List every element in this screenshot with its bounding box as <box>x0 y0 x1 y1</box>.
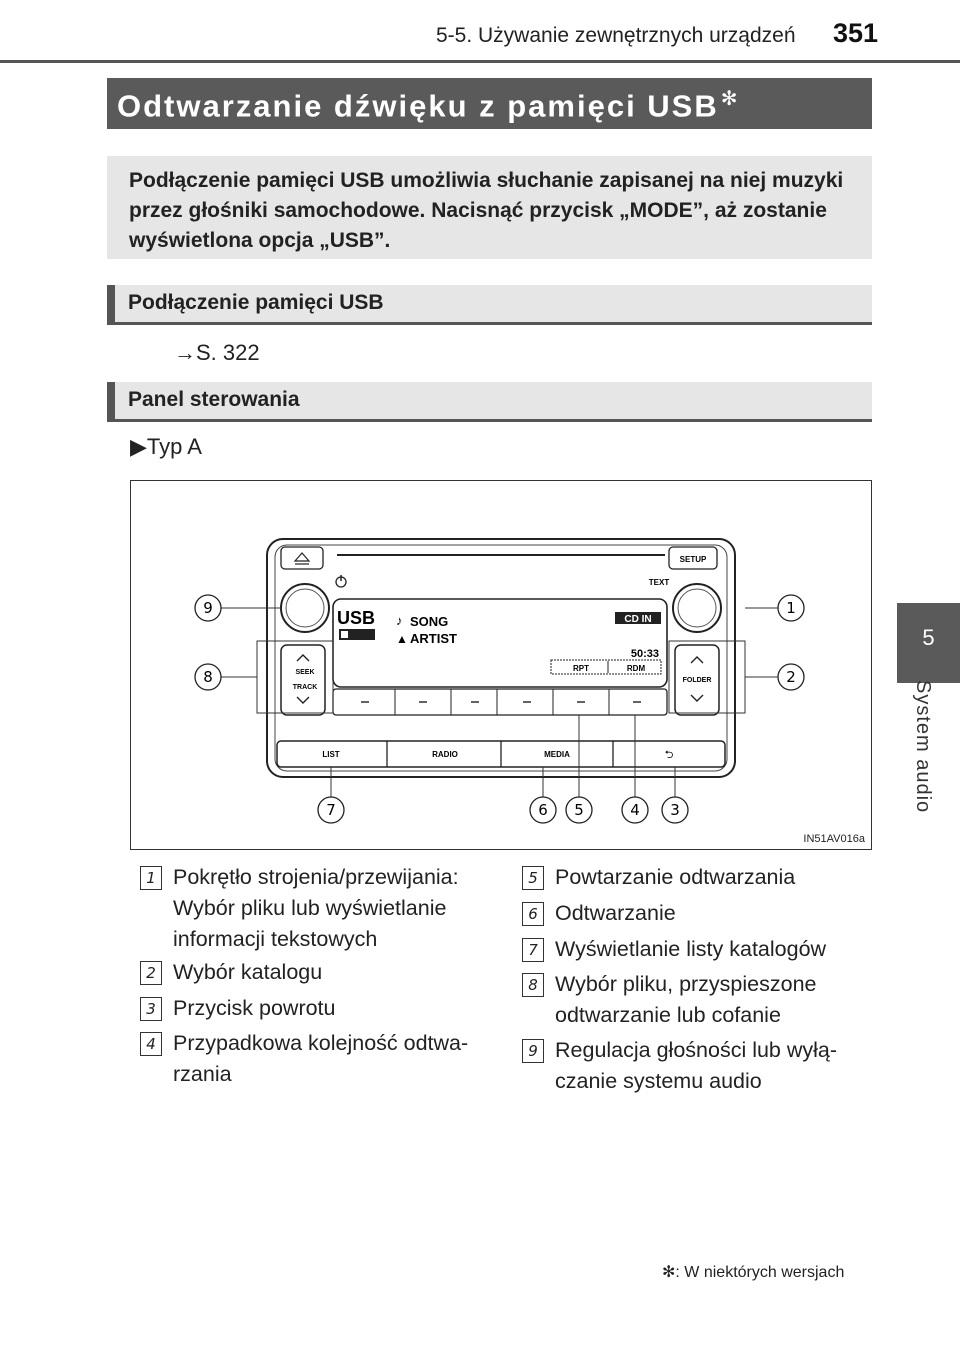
seek-label: SEEK <box>295 669 315 676</box>
chapter-label: System audio <box>912 680 934 814</box>
legend-text: Pokrętło strojenia/przewijania: <box>173 865 459 889</box>
radio-illustration <box>131 481 871 849</box>
page-title-bar <box>107 78 872 129</box>
type-label: ▶Typ A <box>130 434 202 459</box>
callout-1: 1 <box>786 599 796 617</box>
callout-4: 4 <box>630 801 640 819</box>
page-title <box>117 86 740 124</box>
legend-number: 8 <box>522 973 544 997</box>
footnote: ✻: W niektórych wersjach <box>662 1264 845 1281</box>
callout-7: 7 <box>326 801 336 819</box>
page-number: 351 <box>833 18 879 48</box>
legend-text: Wyświetlanie listy katalogów <box>555 937 827 961</box>
control-panel-figure <box>130 480 872 850</box>
legend-text: Wybór katalogu <box>173 960 323 984</box>
legend-text: Przypadkowa kolejność odtwa- <box>173 1031 469 1055</box>
radio-button[interactable]: RADIO <box>432 750 458 759</box>
running-header: 5-5. Używanie zewnętrznych urządzeń <box>436 24 796 47</box>
callout-2: 2 <box>786 668 796 686</box>
page-title-text: Odtwarzanie dźwięku z pamięci USB <box>117 88 719 124</box>
cd-in-label: CD IN <box>624 614 652 625</box>
legend-text: Regulacja głośności lub wyłą- <box>555 1038 838 1062</box>
legend-text: Przycisk powrotu <box>173 996 336 1020</box>
legend-number: 9 <box>522 1039 544 1063</box>
section-control-panel <box>107 382 872 422</box>
intro-text: Podłączenie pamięci USB umożliwia słuchanie zapisanej na niej muzyki przez głośniki samochodowe. Nacisnąć przycisk „MODE”, aż zostanie wyświetlona opcja „USB”. <box>129 169 844 252</box>
media-button[interactable]: MEDIA <box>544 750 570 759</box>
track-label: TRACK <box>292 684 318 691</box>
legend-text: czanie systemu audio <box>555 1069 762 1093</box>
legend-number: 6 <box>522 902 544 926</box>
section-title: Panel sterowania <box>128 388 300 411</box>
chapter-number: 5 <box>922 625 935 650</box>
setup-label: SETUP <box>679 555 707 564</box>
legend-text: Wybór pliku, przyspieszone <box>555 972 817 996</box>
text-label: TEXT <box>648 578 670 587</box>
title-asterisk-icon: ✻ <box>720 88 740 110</box>
callout-6: 6 <box>538 801 548 819</box>
callout-9: 9 <box>203 599 213 617</box>
legend-number: 5 <box>522 866 544 890</box>
music-note-icon: ♪ <box>396 613 403 628</box>
legend-text: odtwarzanie lub cofanie <box>555 1003 781 1027</box>
legend-text: Wybór pliku lub wyświetlanie <box>173 896 447 920</box>
legend-number: 3 <box>140 997 162 1021</box>
display-source: USB <box>337 608 376 628</box>
page-reference: →S. 322 <box>174 340 260 365</box>
display-song: SONG <box>410 614 449 629</box>
callout-5: 5 <box>574 801 584 819</box>
legend-number: 2 <box>140 961 162 985</box>
preset-button-row <box>333 689 667 715</box>
volume-knob[interactable] <box>281 584 329 632</box>
legend-text: informacji tekstowych <box>173 927 378 951</box>
legend-number: 7 <box>522 938 544 962</box>
legend-text: rzania <box>173 1062 232 1086</box>
display-time: 50:33 <box>630 648 659 660</box>
eject-button[interactable] <box>281 547 323 569</box>
rpt-label: RPT <box>573 664 589 673</box>
rdm-label: RDM <box>626 664 646 673</box>
legend-text: Odtwarzanie <box>555 901 676 925</box>
figure-code: IN51AV016a <box>803 833 865 845</box>
legend-text: Powtarzanie odtwarzania <box>555 865 796 889</box>
callout-8: 8 <box>203 668 213 686</box>
list-button[interactable]: LIST <box>322 750 340 759</box>
legend-number: 1 <box>140 866 162 890</box>
header-rule <box>0 60 960 63</box>
legend-number: 4 <box>140 1032 162 1056</box>
tune-scroll-knob[interactable] <box>673 584 721 632</box>
artist-icon: ▲ <box>396 632 408 646</box>
callout-3: 3 <box>670 801 680 819</box>
display-artist: ARTIST <box>410 631 457 646</box>
section-usb-connection <box>107 285 872 325</box>
folder-label: FOLDER <box>682 677 712 684</box>
back-button[interactable]: ⮌ <box>664 749 674 761</box>
intro-box <box>107 156 872 259</box>
section-title: Podłączenie pamięci USB <box>128 291 384 314</box>
